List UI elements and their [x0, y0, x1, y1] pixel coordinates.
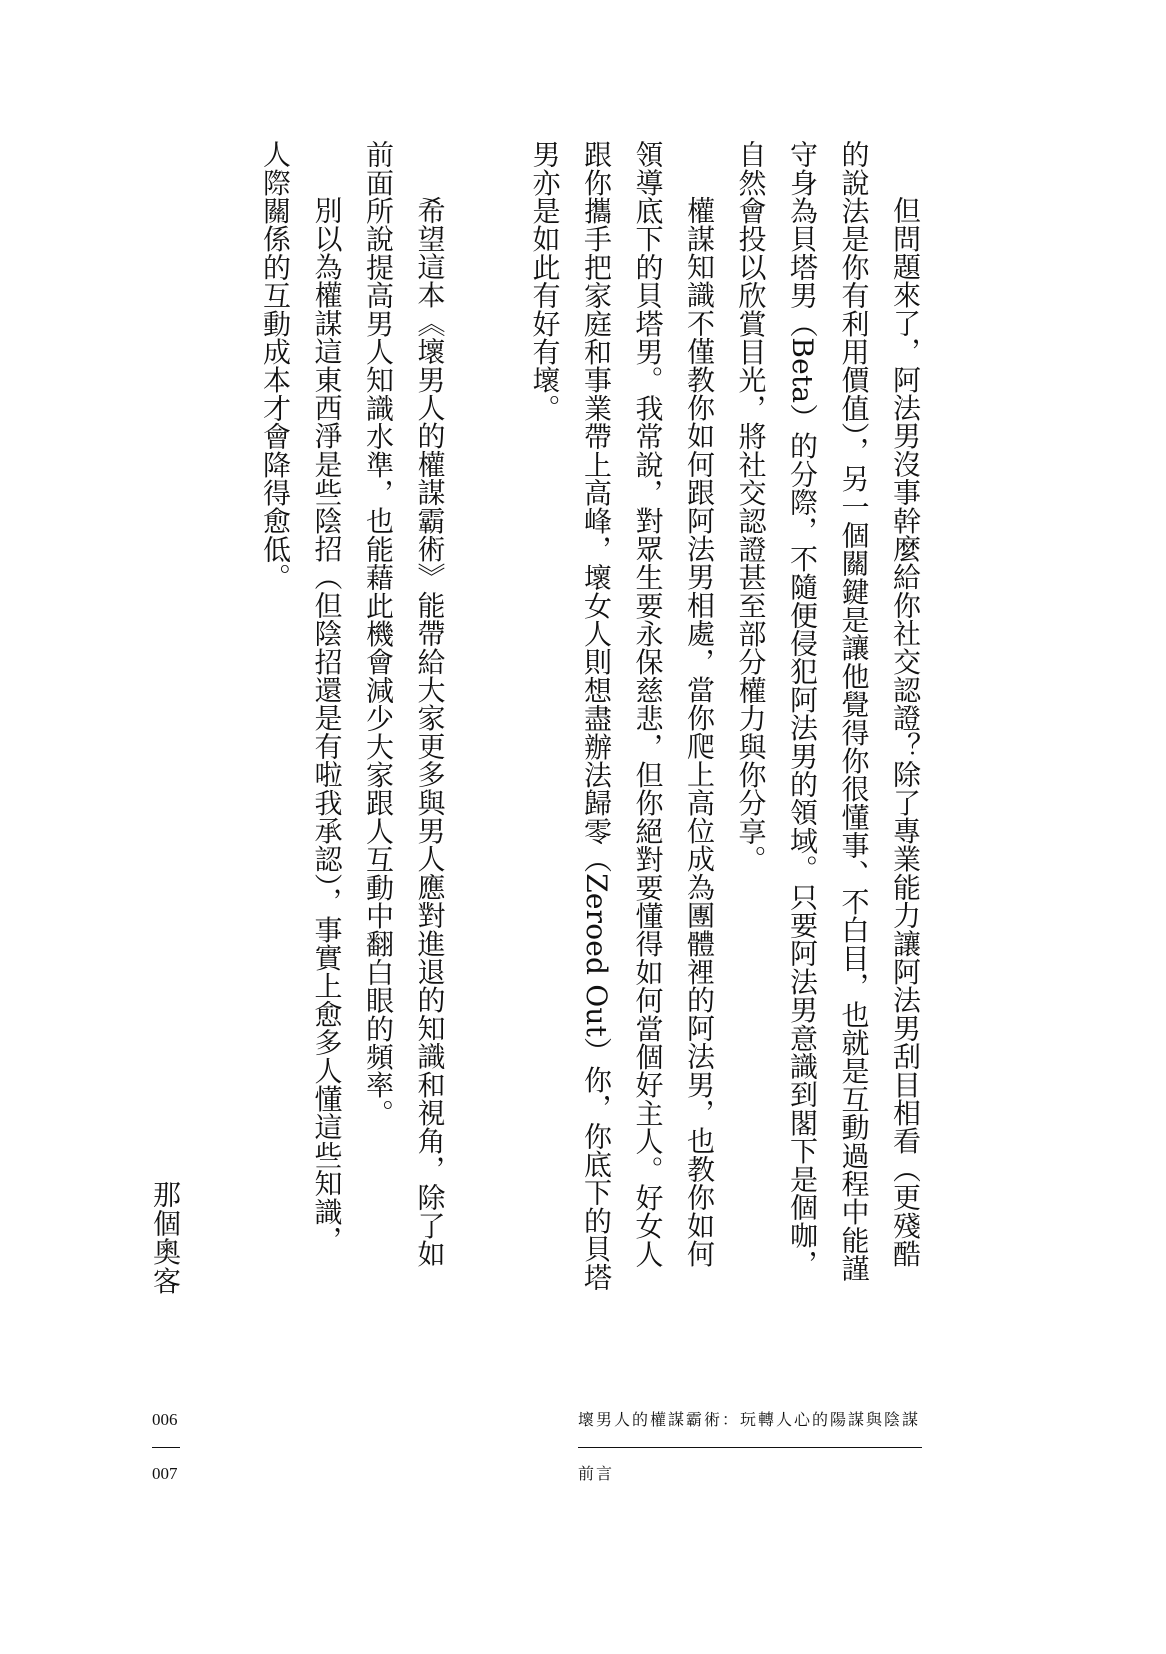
paragraph: [250, 140, 353, 1310]
running-footer-book-title: 壞男人的權謀霸術：玩轉人心的陽謀與陰謀: [578, 1410, 921, 1429]
text-column: 的說法是你有利用價值），另一個關鍵是讓他覺得你很懂事、不白目，也就是互動過程中能謹: [837, 140, 871, 1283]
running-footer-chapter: 前言: [578, 1464, 615, 1483]
paragraph: [353, 140, 456, 1310]
paragraph: [519, 140, 725, 1310]
text-column: 守身為貝塔男（Beta）的分際，不隨便侵犯阿法男的領域。只要阿法男意識到閣下是個咖，: [786, 140, 819, 1278]
text-column: 人際關係的互動成本才會降得愈低。: [259, 140, 292, 592]
page-number-divider: [152, 1447, 180, 1448]
text-column: 跟你攜手把家庭和事業帶上高峰，壞女人則想盡辦法歸零（Zeroed Out）你，你底下的貝塔: [580, 140, 613, 1291]
running-footer-rule: [578, 1447, 922, 1448]
text-column: 前面所說提高男人知識水準，也能藉此機會減少大家跟人互動中翻白眼的頻率。: [362, 140, 395, 1127]
text-column: 自然會投以欣賞目光，將社交認證甚至部分權力與你分享。: [734, 140, 768, 874]
text-column: 希望這本《壞男人的權謀霸術》能帶給大家更多與男人應對進退的知識和視角，除了如: [413, 196, 447, 1268]
page-number-left: 006: [152, 1410, 178, 1429]
text-column: 別以為權謀這東西淨是些陰招（但陰招還是有啦我承認），事實上愈多人懂這些知識，: [310, 196, 344, 1254]
text-column: 男亦是如此有好有壞。: [528, 140, 562, 422]
text-column: 權謀知識不僅教你如何跟阿法男相處，當你爬上高位成為團體裡的阿法男，也教你如何: [683, 196, 716, 1268]
body-text: [250, 140, 932, 1310]
text-column: 但問題來了，阿法男沒事幹麼給你社交認證？除了專業能力讓阿法男刮目相看（更殘酷: [889, 196, 922, 1268]
text-column: 領導底下的貝塔男。我常說，對眾生要永保慈悲，但你絕對要懂得如何當個好主人。好女人: [631, 140, 665, 1268]
author-signature: 那個奧客: [149, 1180, 182, 1296]
paragraph: [725, 140, 931, 1310]
page-number-right: 007: [152, 1464, 178, 1483]
